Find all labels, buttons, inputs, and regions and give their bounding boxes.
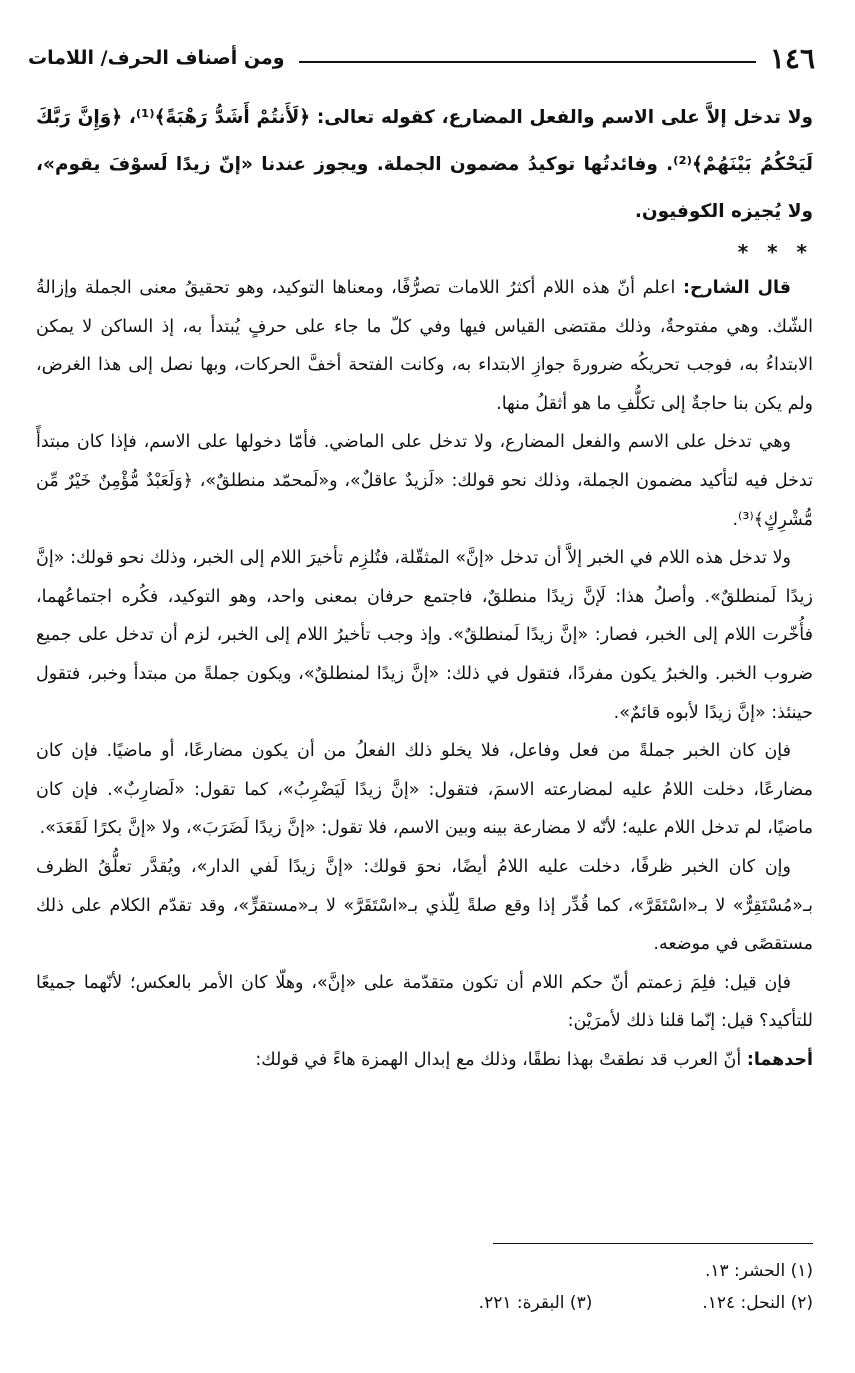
page-header: [28, 38, 815, 78]
sharh-paragraph-2: وهي تدخل على الاسم والفعل المضارع، ولا تدخل على الماضي. فأمّا دخولها على الاسم، فإذا كان مبتدأً تدخل فيه لتأكيد مضمون الجملة، وذلك نحو قولك: «لَزيدٌ عاقلٌ»، و«لَمحمّد منطلقٌ»، ﴿وَلَعَبْدٌ مُّؤْمِنٌ خَيْرٌ مِّن مُّشْرِكٍ﴾⁽³⁾.: [36, 432, 813, 530]
sharh-lead-label: قال الشارح:: [682, 278, 791, 298]
footnote-row-2: [36, 1287, 813, 1319]
running-title: ومن أصناف الحرف/ اللامات: [28, 47, 285, 69]
sharh-paragraph-7: [36, 1041, 813, 1080]
sharh-paragraph-5: وإن كان الخبر ظرفًا، دخلت عليه اللامُ أيضًا، نحوَ قولك: «إنَّ زيدًا لَفي الدار»، ويُقدَّر تعلُّقُ الظرف بـ«مُسْتَقِرٌّ» لا بـ«اسْتَقَرَّ»، كما قُدِّر إذا وقع صلةً لِلّذي بـ«اسْتَقَرَّ» لا بـ«مستقرٍّ»، وقد تقدّم الكلام على ذلك مستقصًى في موضعه.: [36, 856, 813, 955]
header-rule: [299, 61, 756, 63]
matn-paragraph: ولا تدخل إلاَّ على الاسم والفعل المضارع، كقوله تعالى: ﴿لَأَنتُمْ أَشَدُّ رَهْبَةً﴾⁽¹⁾، ﴿وَإِنَّ رَبَّكَ لَيَحْكُمُ بَيْنَهُمْ﴾⁽²⁾. وفائدتُها توكيدُ مضمون الجملة. ويجوز عندنا «إنّ زيدًا لَسوْفَ يقوم»، ولا يُجيزه الكوفيون.: [36, 107, 813, 222]
sharh-text-1: اعلم أنّ هذه اللام أكثرُ اللامات تصرُّفًا، ومعناها التوكيد، وهو تحقيقُ معنى الجملة وإزالةُ الشّك. وهي مفتوحةٌ، وذلك مقتضى القياس فيها وفي كلّ ما جاء على حرفٍ يُبتدأ به، إذ الساكن لا يمكن الابتداءُ به، فوجب تحريكُه ضرورةَ جوازِ الابتداء به، وكانت الفتحة أخفَّ الحركات، وبها نصل إلى هذا الغرض، ولم يكن بنا حاجةٌ إلى تكلُّفِ ما هو أثقلُ منها.: [36, 278, 813, 414]
footnote-rule: [493, 1243, 813, 1244]
sharh-paragraph-6: فإن قيل: فلِمَ زعمتم أنّ حكم اللام أن تكون متقدّمة على «إنَّ»، وهلّا كان الأمر بالعكس؛ لأنّهما جميعًا للتأكيد؟ قيل: إنّما قلنا ذلك لأمرَيْن:: [36, 972, 813, 1032]
footnote-3: (٣) البقرة: ٢٢١.: [478, 1293, 593, 1313]
page-body: [36, 94, 813, 1079]
footnote-2: (٢) النحل: ١٢٤.: [702, 1293, 813, 1313]
footnote-row-1: [36, 1255, 813, 1287]
footnote-1: (١) الحشر: ١٣.: [704, 1261, 813, 1281]
footnotes: [36, 1255, 813, 1319]
sharh-paragraph-4: فإن كان الخبر جملةً من فعل وفاعل، فلا يخلو ذلك الفعلُ من أن يكون مضارعًا، أو ماضيًا. فإن كان مضارعًا، دخلت اللامُ عليه لمضارعته الاسمَ، فتقول: «إنَّ زيدًا لَيَضْرِبُ»، كما تقول: «لَضارِبٌ». فإن كان ماضيًا، لم تدخل اللام عليه؛ لأنّه لا مضارعة بينه وبين الاسم، فلا تقول: «إنَّ زيدًا لَضَرَبَ»، ولا «إنَّ بكرًا لَقَعَدَ».: [36, 741, 813, 839]
sharh-text-7: أنّ العرب قد نطقتْ بهذا نطقًا، وذلك مع إبدال الهمزة هاءً في قولك:: [255, 1049, 747, 1070]
sharh-paragraph-1: [36, 269, 813, 423]
section-separator: * * *: [737, 240, 813, 264]
page-number: ١٤٦: [769, 41, 815, 75]
sharh-lead-label-2: أحدهما:: [746, 1049, 813, 1070]
sharh-paragraph-3: ولا تدخل هذه اللام في الخبر إلاَّ أن تدخل «إنَّ» المثقّلة، فتُلزِم تأخيرَ اللام إلى الخبر، وذلك نحو قولك: «إنَّ زيدًا لَمنطلقٌ». وأصلُ هذا: لَإنَّ زيدًا منطلقٌ، فاجتمع حرفان بمعنى واحد، وهو التوكيد، فكُره اجتماعُهما، فأُخّرت اللام إلى الخبر، فصار: «إنَّ زيدًا لَمنطلقٌ». وإذ وجب تأخيرُ اللام إلى الخبر، لزم أن تدخل على جميع ضروب الخبر. والخبرُ يكون مفردًا، فتقول في ذلك: «إنَّ زيدًا لمنطلقٌ»، ويكون جملةً من مبتدأ وخبر، فتقول حينئذ: «إنَّ زيدًا لأبوه قائمٌ».: [36, 548, 813, 723]
